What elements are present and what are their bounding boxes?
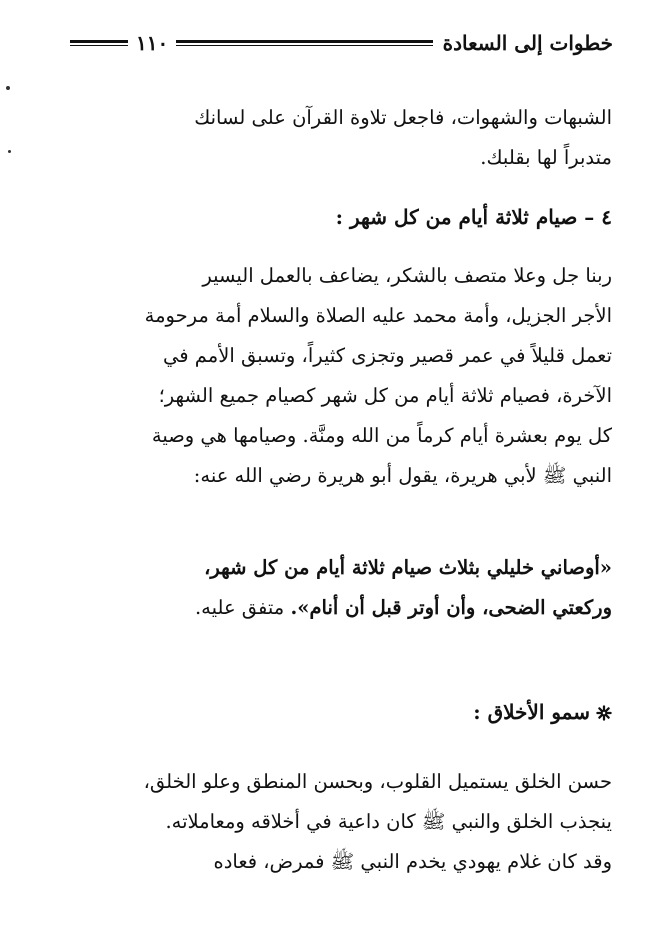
margin-mark (6, 86, 10, 90)
quote-source: متفق عليه. (194, 596, 285, 619)
paragraph-intro (67, 98, 612, 178)
star-icon (596, 705, 612, 721)
text-line: وقد كان غلام يهودي يخدم النبي ﷺ فمرض، فعاده (213, 850, 612, 873)
text-line: ربنا جل وعلا متصف بالشكر، يضاعف بالعمل اليسير (202, 264, 612, 287)
running-header (68, 28, 613, 58)
text-line: الشبهات والشهوات، فاجعل تلاوة القرآن على لسانك (194, 106, 612, 129)
header-rule-right (70, 40, 128, 46)
quote-line-last (67, 588, 612, 628)
header-title: خطوات إلى السعادة (442, 31, 613, 55)
text-line: حسن الخلق يستميل القلوب، وبحسن المنطق وعلو الخلق، (143, 770, 612, 793)
header-rule-left (176, 40, 432, 46)
manners-heading-text: سمو الأخلاق : (473, 700, 590, 724)
paragraph-manners (67, 762, 612, 882)
text-line: النبي ﷺ لأبي هريرة، يقول أبو هريرة رضي الله عنه: (193, 464, 612, 487)
hadith-quote (67, 548, 612, 628)
text-line: الآخرة، فصيام ثلاثة أيام من كل شهر كصيام جميع الشهر؛ (158, 384, 612, 407)
text-line: كل يوم بعشرة أيام كرماً من الله ومنَّة. وصيامها هي وصية (151, 424, 612, 447)
text-line: ينجذب الخلق والنبي ﷺ كان داعية في أخلاقه ومعاملاته. (165, 810, 612, 833)
text-line: متدبراً لها بقلبك. (480, 146, 612, 169)
page-number: ١١٠ (136, 31, 169, 55)
text-line: تعمل قليلاً في عمر قصير وتجزى كثيراً، وتسبق الأمم في (163, 344, 612, 367)
paragraph-fasting (67, 256, 612, 496)
text-line: الأجر الجزيل، وأمة محمد عليه الصلاة والسلام أمة مرحومة (144, 304, 612, 327)
section-heading-fasting: ٤ – صيام ثلاثة أيام من كل شهر : (335, 205, 612, 229)
quote-text: وركعتي الضحى، وأن أوتر قبل أن أنام». (290, 596, 612, 619)
quote-line: «أوصاني خليلي بثلاث صيام ثلاثة أيام من كل شهر، (204, 556, 612, 579)
margin-mark (8, 150, 11, 153)
section-heading-manners (473, 700, 612, 724)
